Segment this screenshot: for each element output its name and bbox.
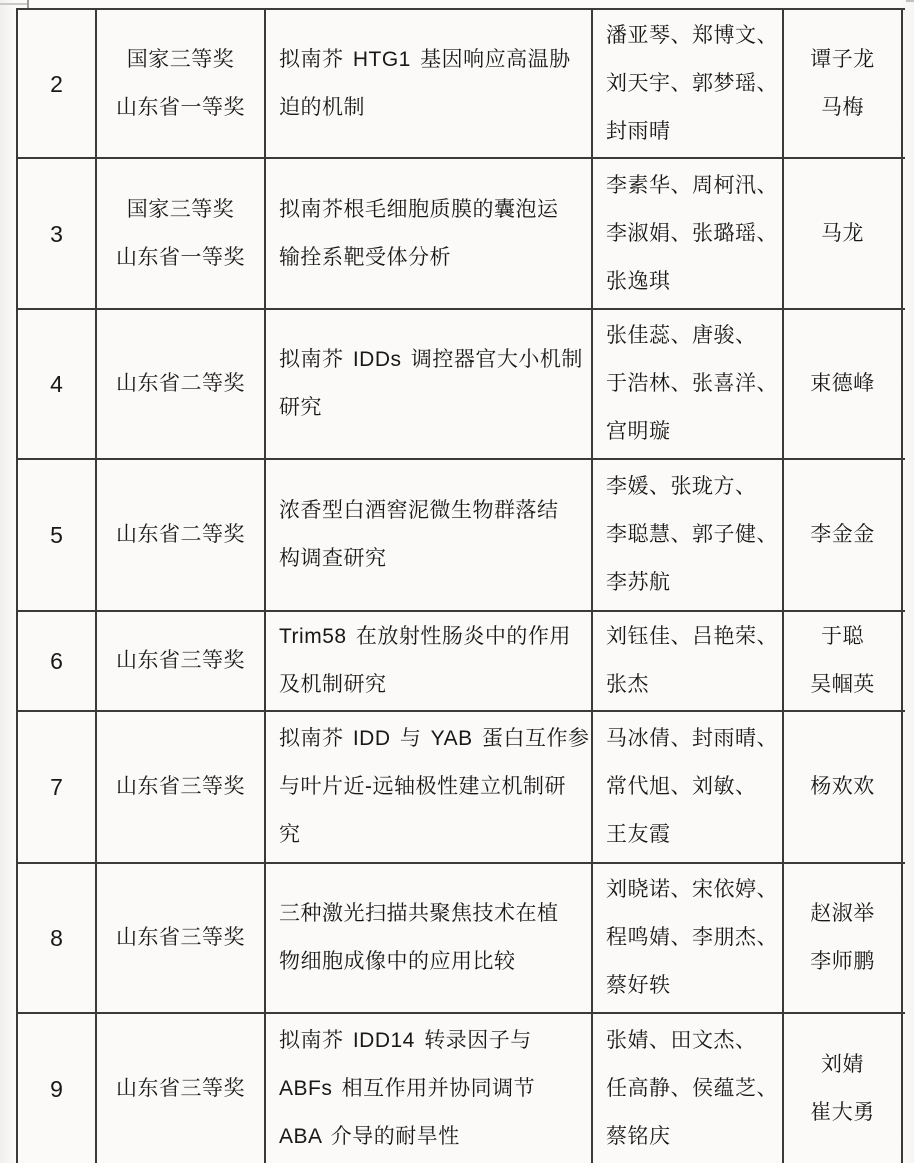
- award-cell: [97, 864, 266, 1012]
- text-line: 宫明璇: [606, 420, 671, 443]
- text-line: 任高静、侯蕴芝、: [606, 1076, 778, 1100]
- table-row: [18, 864, 905, 1014]
- text-line: 国家三等奖: [126, 47, 235, 71]
- text-line: 潘亚琴、郑博文、: [606, 23, 778, 47]
- text-line: 山东省一等奖: [116, 245, 245, 269]
- text-line: 山东省三等奖: [116, 926, 245, 949]
- text-line: 山东省三等奖: [116, 1076, 245, 1100]
- table-row: [18, 612, 905, 712]
- text-line: 山东省三等奖: [116, 649, 245, 672]
- text-line: 于浩林、张喜洋、: [606, 372, 778, 395]
- text-line: 拟南芥 IDD14 转录因子与: [279, 1028, 532, 1052]
- text-line: 浓香型白酒窖泥微生物群落结: [279, 499, 559, 522]
- table-row: [18, 460, 905, 612]
- text-line: 谭子龙: [810, 47, 875, 71]
- row-number: 4: [50, 371, 63, 397]
- project-title-cell: [266, 159, 593, 308]
- text-line: 马龙: [821, 221, 864, 245]
- text-line: 三种激光扫描共聚焦技术在植: [279, 902, 559, 925]
- row-number: 5: [50, 522, 63, 548]
- project-title-cell: [266, 460, 593, 610]
- students-cell: [593, 612, 784, 710]
- text-line: 常代旭、刘敏、: [606, 775, 757, 798]
- row-number-cell: [18, 612, 97, 710]
- row-number-cell: [18, 712, 97, 862]
- text-line: 马梅: [821, 95, 864, 119]
- row-number: 2: [50, 70, 63, 97]
- project-title-cell: [266, 1014, 593, 1163]
- table-row: [18, 310, 905, 460]
- row-number: 8: [50, 925, 63, 951]
- advisors-cell: [784, 612, 903, 710]
- project-title-cell: [266, 612, 593, 710]
- students-cell: [593, 1014, 784, 1163]
- text-line: 李师鹏: [810, 950, 875, 973]
- students-cell: [593, 159, 784, 308]
- advisors-cell: [784, 460, 903, 610]
- text-line: 拟南芥 IDDs 调控器官大小机制: [279, 348, 583, 371]
- text-line: 张婧、田文杰、: [606, 1028, 757, 1052]
- project-title-cell: [266, 10, 593, 157]
- project-title-cell: [266, 310, 593, 458]
- text-line: 张逸琪: [606, 269, 671, 293]
- table-row: [18, 159, 905, 310]
- text-line: ABA 介导的耐旱性: [279, 1124, 460, 1148]
- text-line: Trim58 在放射性肠炎中的作用: [279, 625, 571, 648]
- text-line: 及机制研究: [279, 673, 387, 696]
- students-cell: [593, 864, 784, 1012]
- text-line: 与叶片近-远轴极性建立机制研: [279, 775, 566, 798]
- award-cell: [97, 159, 266, 308]
- text-line: 刘天宇、郭梦瑶、: [606, 71, 778, 95]
- award-cell: [97, 1014, 266, 1163]
- text-line: 束德峰: [810, 372, 875, 395]
- text-line: 马冰倩、封雨晴、: [606, 727, 778, 750]
- text-line: 究: [279, 823, 301, 846]
- text-line: 李苏航: [606, 571, 671, 594]
- text-line: 李媛、张珑方、: [606, 475, 757, 498]
- text-line: 国家三等奖: [126, 197, 235, 221]
- award-cell: [97, 712, 266, 862]
- text-line: 赵淑举: [810, 902, 875, 925]
- table-row: [18, 1014, 905, 1163]
- row-number-cell: [18, 1014, 97, 1163]
- project-title-cell: [266, 864, 593, 1012]
- text-line: 李淑娟、张璐瑶、: [606, 221, 778, 245]
- row-number: 7: [50, 774, 63, 800]
- text-line: 李素华、周柯汛、: [606, 173, 778, 197]
- advisors-cell: [784, 864, 903, 1012]
- text-line: 吴帼英: [810, 673, 875, 696]
- table-row: [18, 10, 905, 159]
- students-cell: [593, 10, 784, 157]
- award-cell: [97, 612, 266, 710]
- award-cell: [97, 460, 266, 610]
- text-line: 刘婧: [821, 1052, 864, 1076]
- text-line: 崔大勇: [810, 1100, 875, 1124]
- text-line: 刘晓诺、宋依婷、: [606, 878, 778, 901]
- row-number: 9: [50, 1075, 63, 1102]
- advisors-cell: [784, 1014, 903, 1163]
- advisors-cell: [784, 310, 903, 458]
- awards-table: [16, 8, 905, 1163]
- cropped-row-remnant-line: [0, 3, 29, 5]
- text-line: 张杰: [606, 673, 649, 696]
- students-cell: [593, 712, 784, 862]
- advisors-cell: [784, 712, 903, 862]
- text-line: 张佳蕊、唐骏、: [606, 324, 757, 347]
- advisors-cell: [784, 10, 903, 157]
- text-line: 封雨晴: [606, 119, 671, 143]
- text-line: 蔡好轶: [606, 974, 671, 997]
- text-line: 王友霞: [606, 823, 671, 846]
- table-row: [18, 712, 905, 864]
- text-line: 研究: [279, 396, 322, 419]
- text-line: 山东省二等奖: [116, 523, 245, 546]
- row-number-cell: [18, 159, 97, 308]
- project-title-cell: [266, 712, 593, 862]
- text-line: 物细胞成像中的应用比较: [279, 950, 516, 973]
- award-cell: [97, 10, 266, 157]
- text-line: 迫的机制: [279, 95, 365, 119]
- row-number-cell: [18, 310, 97, 458]
- text-line: 刘钰佳、吕艳荣、: [606, 625, 778, 648]
- text-line: 蔡铭庆: [606, 1124, 671, 1148]
- text-line: 输拴系靶受体分析: [279, 245, 451, 269]
- text-line: 拟南芥 IDD 与 YAB 蛋白互作参: [279, 727, 590, 750]
- row-number-cell: [18, 864, 97, 1012]
- advisors-cell: [784, 159, 903, 308]
- text-line: 李金金: [810, 523, 875, 546]
- text-line: 构调查研究: [279, 547, 387, 570]
- row-number: 3: [50, 220, 63, 247]
- text-line: 山东省三等奖: [116, 775, 245, 798]
- text-line: 李聪慧、郭子健、: [606, 523, 778, 546]
- award-cell: [97, 310, 266, 458]
- text-line: 拟南芥根毛细胞质膜的囊泡运: [279, 197, 559, 221]
- students-cell: [593, 460, 784, 610]
- text-line: 程鸣婧、李朋杰、: [606, 926, 778, 949]
- cropped-row-remnant-corner: [906, 0, 914, 2]
- text-line: 山东省二等奖: [116, 372, 245, 395]
- students-cell: [593, 310, 784, 458]
- row-number: 6: [50, 648, 63, 674]
- text-line: 山东省一等奖: [116, 95, 245, 119]
- row-number-cell: [18, 10, 97, 157]
- text-line: 杨欢欢: [810, 775, 875, 798]
- row-number-cell: [18, 460, 97, 610]
- text-line: 拟南芥 HTG1 基因响应高温胁: [279, 47, 571, 71]
- text-line: 于聪: [821, 625, 864, 648]
- text-line: ABFs 相互作用并协同调节: [279, 1076, 536, 1100]
